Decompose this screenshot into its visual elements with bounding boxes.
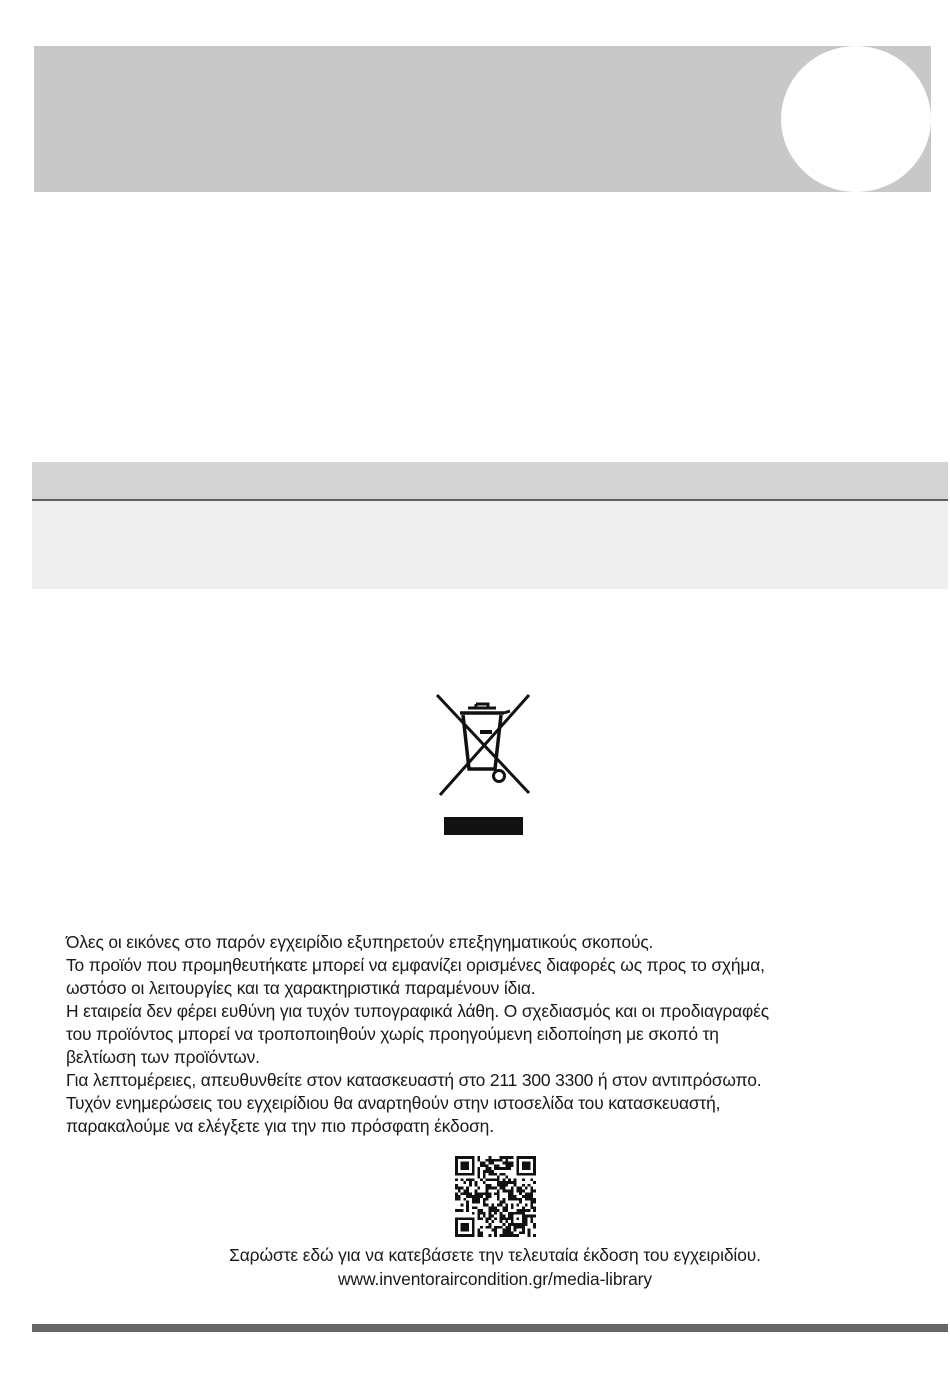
- footer-rule: [32, 1324, 948, 1332]
- disclaimer-text: [66, 931, 926, 1138]
- header-circle: [781, 46, 931, 192]
- qr-url-link[interactable]: www.inventoraircondition.gr/media-library: [338, 1269, 652, 1289]
- section-header-bar: [32, 462, 948, 501]
- crossed-out-wheeled-bin-icon: [432, 693, 532, 797]
- qr-code-icon[interactable]: [455, 1156, 536, 1237]
- disclaimer-line: του προϊόντος μπορεί να τροποποιηθούν χωρίς προηγούμενη ειδοποίηση με σκοπό τη: [66, 1024, 719, 1044]
- disclaimer-line: Για λεπτομέρειες, απευθυνθείτε στον κατασκευαστή στο 211 300 3300 ή στον αντιπρόσωπο.: [66, 1070, 762, 1090]
- weee-underline-bar: [444, 817, 523, 835]
- qr-caption-text: Σαρώστε εδώ για να κατεβάσετε την τελευταία έκδοση του εγχειριδίου.: [229, 1245, 761, 1265]
- disclaimer-line: Τυχόν ενημερώσεις του εγχειρίδιου θα αναρτηθούν στην ιστοσελίδα του κατασκευαστή,: [66, 1093, 721, 1113]
- disclaimer-line: Όλες οι εικόνες στο παρόν εγχειρίδιο εξυπηρετούν επεξηγηματικούς σκοπούς.: [66, 932, 654, 952]
- qr-caption: [0, 1243, 950, 1291]
- disclaimer-line: Η εταιρεία δεν φέρει ευθύνη για τυχόν τυπογραφικά λάθη. Ο σχεδιασμός και οι προδιαγραφές: [66, 1001, 770, 1021]
- section-body-panel: [32, 501, 948, 589]
- disclaimer-line: παρακαλούμε να ελέγξετε για την πιο πρόσφατη έκδοση.: [66, 1116, 494, 1136]
- disclaimer-line: βελτίωση των προϊόντων.: [66, 1047, 260, 1067]
- disclaimer-line: Το προϊόν που προμηθευτήκατε μπορεί να εμφανίζει ορισμένες διαφορές ως προς το σχήμα,: [66, 955, 765, 975]
- disclaimer-line: ωστόσο οι λειτουργίες και τα χαρακτηριστικά παραμένουν ίδια.: [66, 978, 536, 998]
